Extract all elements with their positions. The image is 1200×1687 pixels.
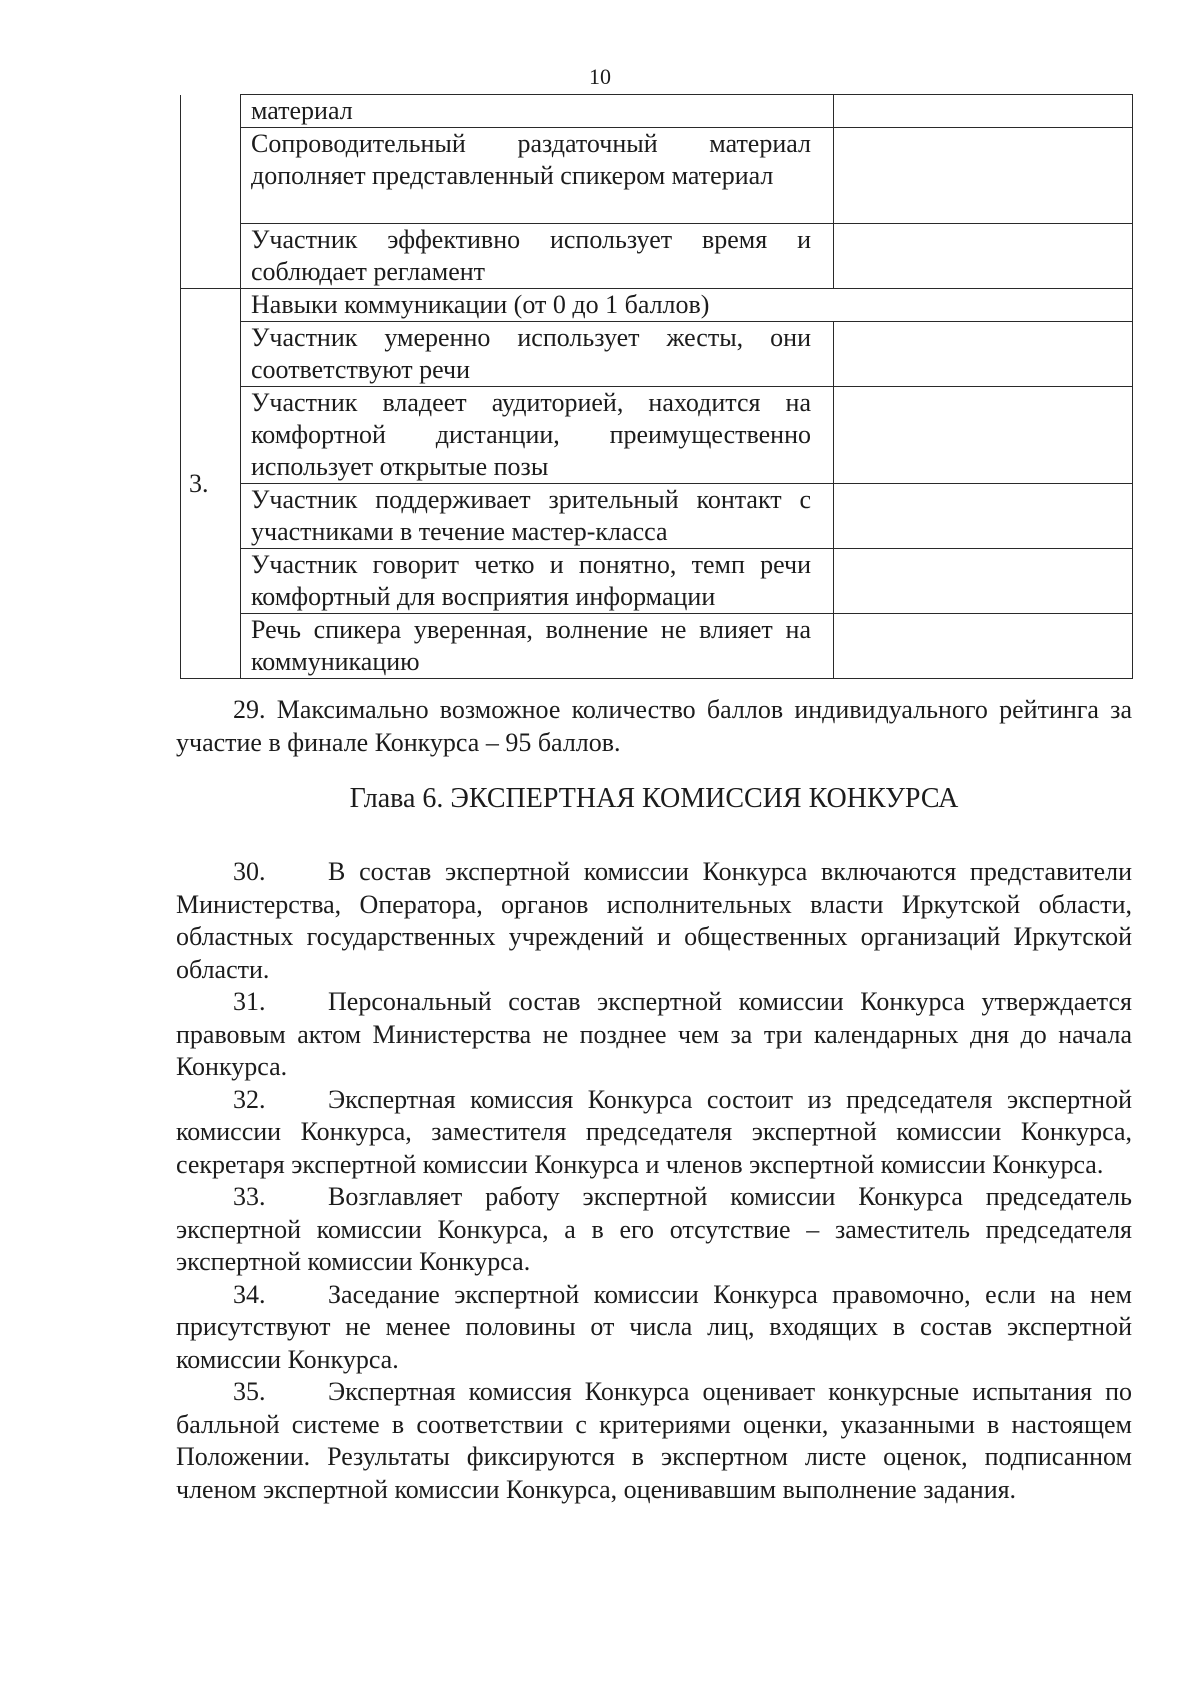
chapter-heading: Глава 6. ЭКСПЕРТНАЯ КОМИССИЯ КОНКУРСА [349,783,959,814]
table-row [181,95,1133,128]
table-row [181,387,1133,484]
score-cell [834,322,1133,387]
clause-29-text: 29. Максимально возможное количество баллов индивидуального рейтинга за участие в финале Конкурса – 95 баллов. [176,695,1132,757]
clause-paragraph [176,986,1132,1084]
table-row [181,289,1133,322]
criterion-text: Речь спикера уверенная, волнение не влияет на коммуникацию [241,614,834,679]
clause-paragraph [176,1376,1132,1506]
criterion-text: Участник эффективно использует время и соблюдает регламент [241,224,834,289]
clauses-body [176,856,1132,1506]
clause-text: В состав экспертной комиссии Конкурса включаются представители Министерства, Оператора, органов исполнительных власти Иркутской области, областных государственных учреждений и общественных организаций Иркутской области. [176,857,1132,984]
clause-text: Экспертная комиссия Конкурса оценивает конкурсные испытания по балльной системе в соответствии с критериями оценки, указанными в настоящем Положении. Результаты фиксируются в экспертном листе оценок, подписанном членом экспертной комиссии Конкурса, оценивавшим выполнение задания. [176,1377,1132,1504]
criterion-text: материал [241,95,834,128]
clause-paragraph [176,856,1132,986]
criterion-text: Сопроводительный раздаточный материал дополняет представленный спикером материал [241,128,834,224]
clause-text: Персональный состав экспертной комиссии Конкурса утверждается правовым актом Министерства не позднее чем за три календарных дня до начала Конкурса. [176,987,1132,1081]
score-cell [834,549,1133,614]
criterion-text: Участник умеренно использует жесты, они соответствуют речи [241,322,834,387]
clause-number: 31. [233,987,266,1016]
criterion-text: Участник владеет аудиторией, находится на комфортной дистанции, преимущественно использует открытые позы [241,387,834,484]
score-cell [834,387,1133,484]
score-cell [834,128,1133,224]
section-header: Навыки коммуникации (от 0 до 1 баллов) [241,289,1133,322]
clause-text: Возглавляет работу экспертной комиссии Конкурса председатель экспертной комиссии Конкурса, а в его отсутствие – заместитель председателя экспертной комиссии Конкурса. [176,1182,1132,1276]
clause-29 [176,694,1132,759]
criterion-text: Участник поддерживает зрительный контакт с участниками в течение мастер-класса [241,484,834,549]
clause-text: Экспертная комиссия Конкурса состоит из председателя экспертной комиссии Конкурса, заместителя председателя экспертной комиссии Конкурса, секретаря экспертной комиссии Конкурса и членов экспертной комиссии Конкурса. [176,1084,1132,1179]
clause-number: 30. [233,857,266,886]
score-cell [834,95,1133,128]
criteria-table [180,94,1133,679]
section-number: 3. [181,289,241,679]
table-row [181,549,1133,614]
clause-number: 34. [233,1279,266,1309]
clause-paragraph [176,1279,1132,1377]
clause-number: 33. [233,1182,266,1211]
clause-text: Заседание экспертной комиссии Конкурса правомочно, если на нем присутствуют не менее половины от числа лиц, входящих в состав экспертной комиссии Конкурса. [176,1279,1132,1374]
score-cell [834,484,1133,549]
table-row [181,224,1133,289]
score-cell [834,224,1133,289]
criterion-text: Участник говорит четко и понятно, темп речи комфортный для восприятия информации [241,549,834,614]
clause-paragraph [176,1084,1132,1182]
table-row [181,614,1133,679]
table-row [181,322,1133,387]
table-row [181,128,1133,224]
clause-paragraph [176,1181,1132,1279]
clause-number: 32. [233,1084,266,1114]
score-cell [834,614,1133,679]
clause-number: 35. [233,1377,266,1406]
table-number-cell-empty [181,95,241,289]
table-row [181,484,1133,549]
page-number: 10 [589,64,611,89]
